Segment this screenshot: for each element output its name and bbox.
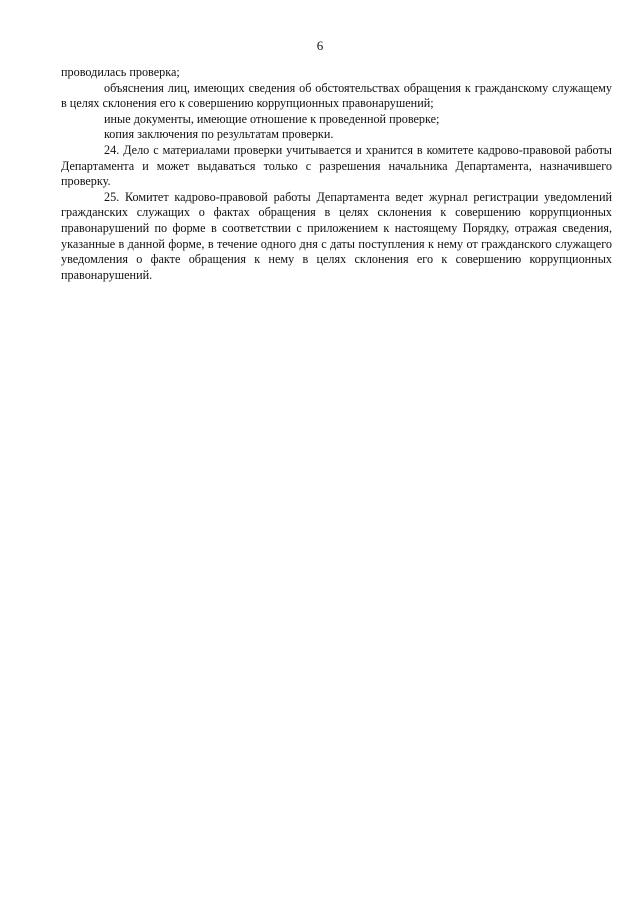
paragraph-explanations: объяснения лиц, имеющих сведения об обстоятельствах обращения к гражданскому служащему в целях склонения его к совершению коррупционных правонарушений; <box>61 80 612 111</box>
paragraph-conclusion-copy: копия заключения по результатам проверки. <box>104 127 334 142</box>
paragraph-other-documents: иные документы, имеющие отношение к проведенной проверке; <box>104 111 440 126</box>
page-number: 6 <box>316 38 324 53</box>
paragraph-continuation: проводилась проверка; <box>61 65 180 79</box>
paragraph-item-25: 25. Комитет кадрово-правовой работы Департамента ведет журнал регистрации уведомлений гражданских служащих о фактах обращения в целях склонения к совершению коррупционных правонарушений по форме в соответствии с приложением к настоящему Порядку, отражая сведения, указанные в данной форме, в течение одного дня с даты поступления к нему от гражданского служащего уведомления о факте обращения к нему в целях склонения его к совершению коррупционных правонарушений. <box>61 189 612 282</box>
document-body <box>61 65 612 283</box>
paragraph-item-24: 24. Дело с материалами проверки учитывается и хранится в комитете кадрово-правовой работы Департамента и может выдаваться только с разрешения начальника Департамента, назначившего проверку. <box>61 142 612 189</box>
